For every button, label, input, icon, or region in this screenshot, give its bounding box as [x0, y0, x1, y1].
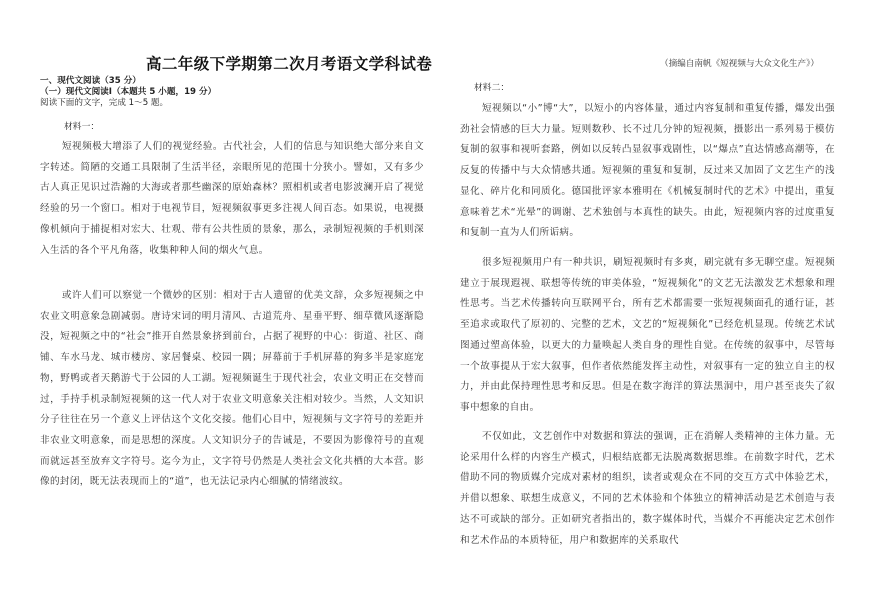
- source-note: （摘编自南帆《短视频与大众文化生产》）: [660, 59, 819, 69]
- material-2-paragraph: 很多短视频用户有一种共识，刷短视频时有多爽，刷完就有多无聊空虚。短视频建立于展现遐视、联想等传统的审美体验，“短视频化”的文艺无法激发艺术想象和理性思考。当艺术传播转向互联网平台，所有艺术都需要一张短视频面孔的通行证，甚至追求或取代了原初的、完整的艺术，文艺的“短视频化”已经危机显现。传统艺术试图通过塑高体验，以更大的力量唤起人类自身的理性自觉。在传统的叙事中，尽管每一个故事提从于宏大叙事，但作者依然能发挥主动性，对叙事有一定的独立自主的权力，并由此保持理性思考和反思。但是在数字海洋的算法黑洞中，用户甚至丧失了叙事中想象的自由。: [460, 257, 835, 413]
- material-2-heading: 材料二：: [474, 83, 510, 93]
- material-1-paragraph: 或许人们可以察觉一个微妙的区别：相对于古人遗留的优美文辞，众多短视频之中农业文明意象急剧减弱。唐诗宋词的明月清风、古道荒舟、星垂平野、细草微风逐渐隐没，短视频之中的“社会”推开自然景象挤到前台，占据了视野的中心：街道、社区、商铺、车水马龙、城市楼房、家居餐桌、校园一隅；屏幕前于手机屏幕的狗多半是家庭宠物，野鸭或者天鹅游弋于公园的人工湖。短视频诞生于现代社会，农业文明正在交替而过，手持手机录制短视频的这一代人对于农业文明意象关注相对较少。当然，人文知识分子往往在另一个意义上评估这个文化交接。他们心目中，短视频与文字符号的差距并非农业文明意象，而是思想的深度。人文知识分子的告诫是，不要因为影像符号的直观而就远甚至放弃文字符号。迄今为止，文字符号仍然是人类社会文化共栖的大本营。影像的封闭，既无法表现而上的“道”，也无法记录内心细腻的情绪波纹。: [40, 290, 424, 488]
- section-heading: 一、现代文阅读（35 分）: [40, 76, 141, 86]
- material-2-paragraph: 不仅如此，文艺创作中对数据和算法的强调，正在消解人类精神的主体力量。无论采用什么样的内容生产模式，归根结底都无法脱离数据思维。在前数字时代，艺术借助不同的物质媒介完成对素材的组织，读者或观众在不同的交互方式中体验艺术，并借以想象、联想生成意义，不同的艺术体验和个体独立的精神活动是艺术创造与表达不可或缺的部分。正如研究者指出的，数字媒体时代，当媒介不再能决定艺术创作和艺术作品的本质特征，用户和数据库的关系取代: [460, 431, 835, 546]
- material-2-paragraph: 短视频以“小”博“大”，以短小的内容体量，通过内容复制和重复传播，爆发出强劲社会情感的巨大力量。短则数秒、长不过几分钟的短视频，摄影出一系列易于模仿复制的叙事和视听套路，例如以反转凸显叙事戏剧性，以“爆点”直达情感高潮等，在反复的传播中与大众情感共通。短视频的重复和复制，反过来又加固了文艺生产的浅显化、碎片化和同质化。德国批评家本雅明在《机械复制时代的艺术》中提出，重复意味着艺术“光晕”的调谢、艺术独创与本真性的缺失。由此，短视频内容的过度重复和复制一直为人们所诟病。: [460, 103, 835, 239]
- subsection-heading: （一）现代文阅读Ⅰ（本题共 5 小题，19 分）: [40, 87, 217, 97]
- material-1-heading: 材料一：: [64, 122, 100, 132]
- exam-title: 高二年级下学期第二次月考语文学科试卷: [146, 54, 433, 73]
- instruction-text: 阅读下面的文字，完成 1～5 题。: [40, 98, 169, 108]
- material-1-paragraph: 短视频极大增添了人们的视觉经验。古代社会，人们的信息与知识绝大部分来自文字转述。简陋的交通工具限制了生活半径，亲眼所见的范围十分狭小。譬如，又有多少古人真正见识过浩瀚的大海或者那些幽深的原始森林？照相机或者电影波澜开启了视觉经验的另一个窗口。相对于电视节目，短视频叙事更多注视人间百态。如果说，电视摄像机倾向于捕捉相对宏大、壮观、带有公共性质的景象，那么，录制短视频的手机则深入生活的各个平凡角落，收集种种人间的烟火气息。: [40, 141, 424, 256]
